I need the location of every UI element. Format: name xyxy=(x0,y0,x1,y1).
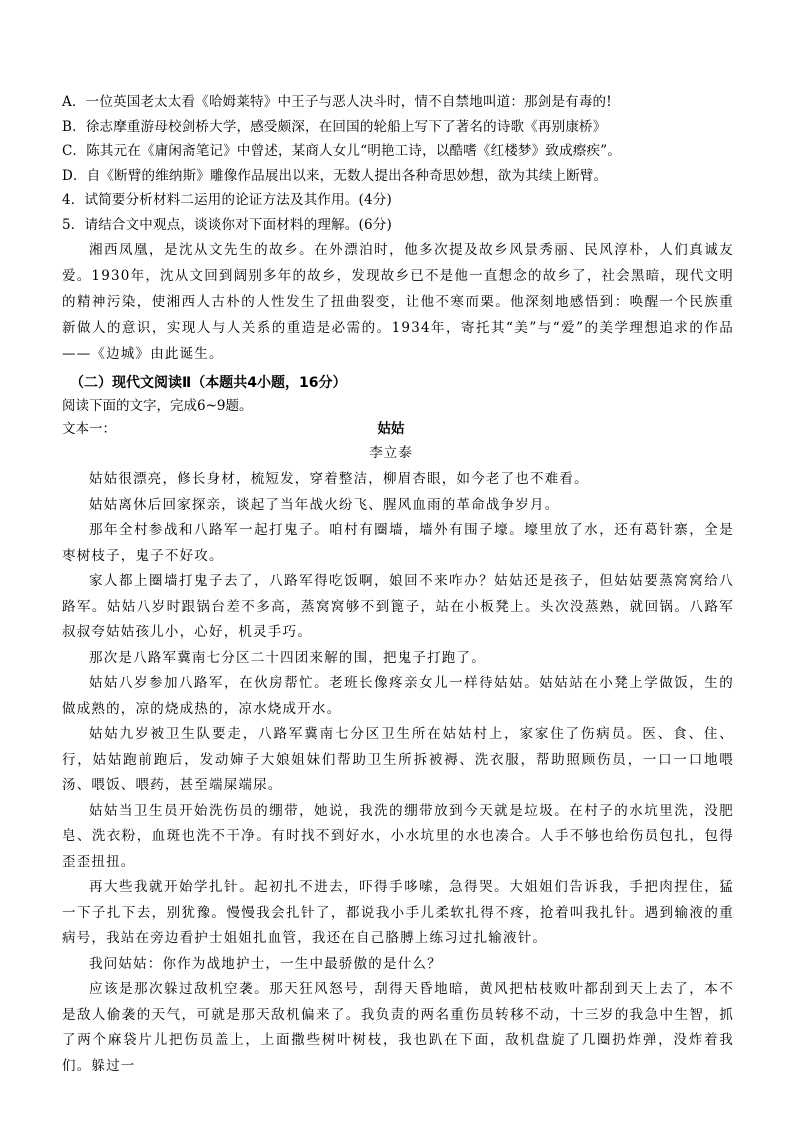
material-passage: 湘西凤凰，是沈从文先生的故乡。在外漂泊时，他多次提及故乡风景秀丽、民风淳朴，人们真诚友爱。1930年，沈从文回到阔别多年的故乡，发现故乡已不是他一直想念的故乡了，社会黑暗，现代文明的精神污染，使湘西人古朴的人性发生了扭曲裂变，让他不寒而栗。他深刻地感悟到：唤醒一个民族重新做人的意识，实现人与人关系的重造是必需的。1934年，寄托其“美”与“爱”的美学理想追求的作品——《边城》由此诞生。 xyxy=(62,242,734,362)
story-paragraph: 那次是八路军冀南七分区二十四团来解的围，把鬼子打跑了。 xyxy=(89,649,486,666)
section-instruction: 阅读下面的文字，完成6~9题。 xyxy=(62,398,253,414)
option-b: B．徐志摩重游母校剑桥大学，感受颇深，在回国的轮船上写下了著名的诗歌《再别康桥》 xyxy=(62,118,607,135)
story-author: 李立泰 xyxy=(369,445,413,461)
story-paragraph: 姑姑很漂亮，修长身材，梳短发，穿着整洁，柳眉杏眼，如今老了也不难看。 xyxy=(89,471,589,487)
option-list xyxy=(62,90,734,188)
text-one-label: 文本一： xyxy=(62,421,116,437)
story-paragraph: 我问姑姑：你作为战地护士，一生中最骄傲的是什么？ xyxy=(89,955,442,972)
page xyxy=(62,90,734,1079)
story-paragraph: 应该是那次躲过敌机空袭。那天狂风怒号，刮得天昏地暗，黄风把枯枝败叶都刮到天上去了，本不是敌人偷袭的天气，可就是那天敌机偏来了。我负责的两名重伤员转移不动，十三岁的我急中生智，抓了两个麻袋片儿把伤员盖上，上面撒些树叶树枝，我也趴在下面，敌机盘旋了几圈扔炸弹，没炸着我们。躲过一 xyxy=(62,981,734,1074)
question-5: 5．请结合文中观点，谈谈你对下面材料的理解。(6分) xyxy=(62,216,392,233)
story-paragraph: 姑姑八岁参加八路军，在伙房帮忙。老班长像疼亲女儿一样待姑姑。姑姑站在小凳上学做饭，生的做成熟的，凉的烧成热的，凉水烧成开水。 xyxy=(62,675,734,717)
text-one-header xyxy=(62,417,734,441)
option-c: C．陈其元在《庸闲斋笔记》中曾述，某商人女儿“明艳工诗，以酷嗜《红楼梦》致成瘵疾”。 xyxy=(62,143,622,159)
story-paragraph: 姑姑九岁被卫生队要走，八路军冀南七分区卫生所在姑姑村上，家家住了伤病员。医、食、住、行，姑姑跑前跑后，发动婶子大娘姐妹们帮助卫生所拆被褥、洗衣服，帮助照顾伤员，一口一口地喂汤、喂饭、喂药，甚至端屎端尿。 xyxy=(62,726,734,793)
story-paragraph: 姑姑当卫生员开始洗伤员的绷带，她说，我洗的绷带放到今天就是垃圾。在村子的水坑里洗，没肥皂、洗衣粉，血斑也洗不干净。有时找不到好水，小水坑里的水也凑合。人手不够也给伤员包扎，包得歪歪扭扭。 xyxy=(62,802,734,870)
option-a: A．一位英国老太太看《哈姆莱特》中王子与恶人决斗时，情不自禁地叫道：那剑是有毒的! xyxy=(62,94,612,110)
section-heading: （二）现代文阅读Ⅱ（本题共4小题，16分） xyxy=(70,375,347,391)
story-paragraph: 再大些我就开始学扎针。起初扎不进去，吓得手哆嗦，急得哭。大姐姐们告诉我，手把肉捏住，猛一下子扎下去，别犹豫。慢慢我会扎针了，都说我小手儿柔软扎得不疼，抢着叫我扎针。遇到输液的重病号，我站在旁边看护士姐姐扎血管，我还在自己胳膊上练习过扎输液针。 xyxy=(62,879,734,946)
story-paragraph: 那年全村参战和八路军一起打鬼子。咱村有圈墙，墙外有围子壕。壕里放了水，还有葛针寨，全是枣树枝子，鬼子不好攻。 xyxy=(62,522,734,564)
option-d: D．自《断臂的维纳斯》雕像作品展出以来，无数人提出各种奇思妙想，欲为其续上断臂。 xyxy=(62,167,608,184)
story-paragraph: 姑姑离休后回家探亲，谈起了当年战火纷飞、腥风血雨的革命战争岁月。 xyxy=(89,496,560,513)
story-body xyxy=(62,467,734,1079)
question-4: 4．试简要分析材料二运用的论证方法及其作用。(4分) xyxy=(62,192,392,208)
story-paragraph: 家人都上圈墙打鬼子去了，八路军得吃饭啊，娘回不来咋办？姑姑还是孩子，但姑姑要蒸窝窝给八路军。姑姑八岁时跟锅台差不多高，蒸窝窝够不到篦子，站在小板凳上。头次没蒸熟，就回锅。八路军叔叔夸姑姑孩儿小，心好，机灵手巧。 xyxy=(62,573,734,640)
question-list xyxy=(62,188,734,237)
story-title: 姑姑 xyxy=(377,421,405,437)
